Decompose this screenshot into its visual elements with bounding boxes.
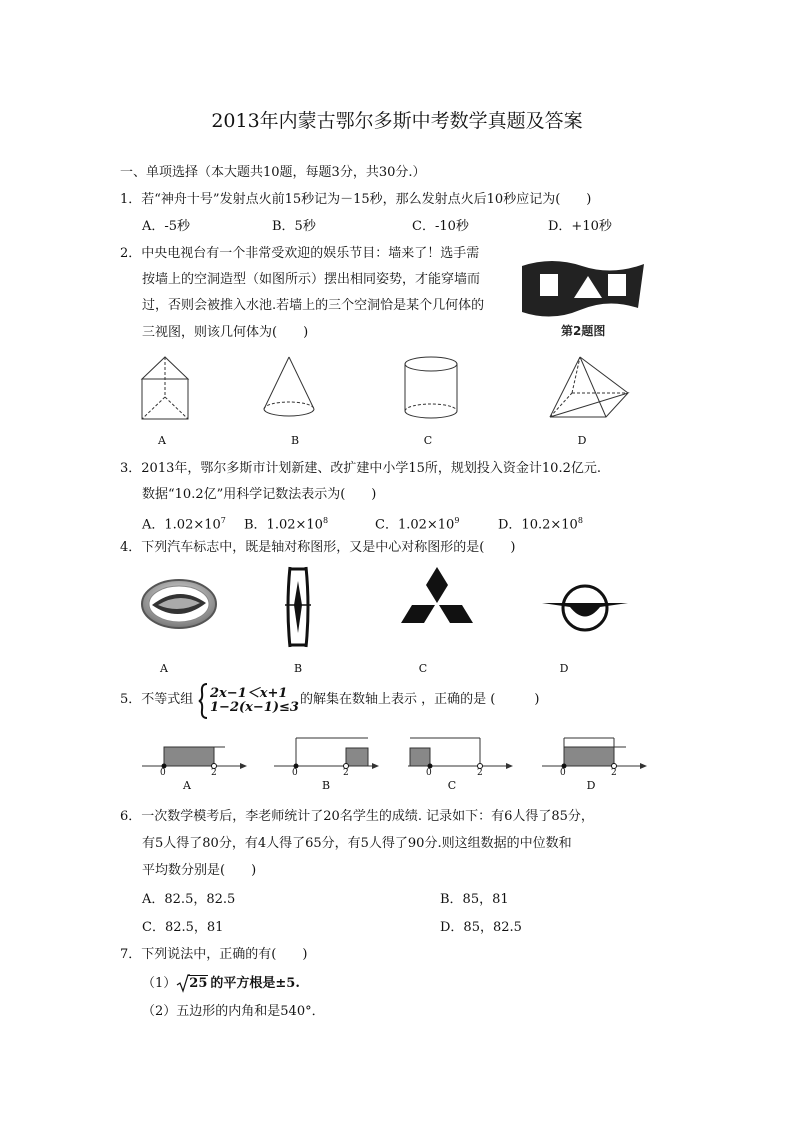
q1-option-b: B．5秒 xyxy=(272,219,316,234)
number-line-a-tick-0: 0 xyxy=(160,768,166,778)
sqrt-symbol-icon xyxy=(176,974,190,994)
q7-item-2: （2）五边形的内角和是540°． xyxy=(142,1004,325,1019)
number-line-d-tick-0: 0 xyxy=(560,768,566,778)
q4-label-a: A xyxy=(160,662,168,675)
square-pyramid-icon xyxy=(548,355,630,421)
question-6-line-1: 6．一次数学模考后，李老师统计了20名学生的成绩. 记录如下：有6人得了85分， xyxy=(120,809,594,824)
page-title: 2013年内蒙古鄂尔多斯中考数学真题及答案 xyxy=(211,110,583,132)
number-line-d-tick-2: 2 xyxy=(611,768,617,778)
cone-icon xyxy=(262,355,316,421)
q5-label-a: A xyxy=(183,779,191,792)
q3-option-a: A．$1.02\times 10^7$ xyxy=(142,516,226,533)
question-2-line-3: 过，否则会被推入水池.若墙上的三个空洞恰是某个几何体的 xyxy=(142,298,485,313)
question-2-line-1: 2．中央电视台有一个非常受欢迎的娱乐节目：墙来了！选手需 xyxy=(120,246,480,261)
brace-icon xyxy=(198,683,208,719)
q7-item-1: （1） 25 的平方根是±5. xyxy=(142,975,300,993)
q6-option-c: C．82.5，81 xyxy=(142,920,224,935)
question-2-line-2: 按墙上的空洞造型（如图所示）摆出相同姿势，才能穿墙而 xyxy=(142,272,481,287)
number-line-a-tick-2: 2 xyxy=(211,768,217,778)
question-7-stem: 7．下列说法中，正确的有( ) xyxy=(120,947,308,962)
q3-option-b: B．$1.02\times 10^8$ xyxy=(244,516,329,533)
q3-option-c: C．$1.02\times 10^9$ xyxy=(375,516,460,533)
question-3-line-2: 数据“10.2亿”用科学记数法表示为( ) xyxy=(142,487,377,502)
q4-label-d: D xyxy=(559,662,569,675)
wall-figure xyxy=(518,252,650,322)
lincoln-logo-icon xyxy=(283,565,313,649)
cylinder-icon xyxy=(403,355,459,421)
question-5-prefix: 5．不等式组 xyxy=(120,692,194,707)
question-2-line-4: 三视图，则该几何体为( ) xyxy=(142,325,309,340)
triangular-prism-icon xyxy=(140,355,190,421)
number-line-c-tick-2: 2 xyxy=(477,768,483,778)
q5-label-b: B xyxy=(321,779,331,792)
q2-label-c: C xyxy=(423,434,433,447)
question-5-suffix: 的解集在数轴上表示 ，正确的是 ( ) xyxy=(300,692,540,707)
q3-option-d: D．$10.2\times 10^8$ xyxy=(498,516,583,533)
number-line-b-tick-0: 0 xyxy=(292,768,298,778)
q1-option-c: C．-10秒 xyxy=(412,219,469,234)
q2-label-d: D xyxy=(577,434,587,447)
q4-label-b: B xyxy=(293,662,303,675)
inequality-2: 1−2(x−1)≤3 xyxy=(210,700,299,715)
q4-label-c: C xyxy=(418,662,428,675)
number-line-c-tick-0: 0 xyxy=(426,768,432,778)
figure-2-caption: 第2题图 xyxy=(561,324,606,338)
q5-label-d: D xyxy=(586,779,596,792)
question-3-line-1: 3．2013年，鄂尔多斯市计划新建、改扩建中小学15所，规划投入资金计10.2亿元. xyxy=(120,461,601,476)
q6-option-b: B．85，81 xyxy=(440,892,509,907)
question-1-stem: 1．若“神舟十号”发射点火前15秒记为－15秒，那么发射点火后10秒应记为( ) xyxy=(120,192,592,207)
q6-option-a: A．82.5，82.5 xyxy=(142,892,236,907)
number-line-b xyxy=(272,734,380,776)
q6-option-d: D．85，82.5 xyxy=(440,920,522,935)
number-line-d xyxy=(540,734,648,776)
q2-label-a: A xyxy=(158,434,166,447)
byd-logo-icon xyxy=(140,578,218,630)
question-6-line-3: 平均数分别是( ) xyxy=(142,863,257,878)
q1-option-a: A．-5秒 xyxy=(142,219,191,234)
section-heading: 一、单项选择（本大题共10题，每题3分，共30分.） xyxy=(120,165,426,180)
question-6-line-2: 有5人得了80分，有4人得了65分，有5人得了90分.则这组数据的中位数和 xyxy=(142,836,572,851)
inequality-1: 2x−1＜x+1 xyxy=(210,686,288,701)
haima-logo-icon xyxy=(540,582,632,634)
number-line-a xyxy=(140,734,248,776)
q2-label-b: B xyxy=(290,434,300,447)
q1-option-d: D．+10秒 xyxy=(548,219,612,234)
question-4-stem: 4．下列汽车标志中，既是轴对称图形，又是中心对称图形的是( ) xyxy=(120,540,516,555)
number-line-b-tick-2: 2 xyxy=(343,768,349,778)
number-line-c xyxy=(406,734,514,776)
mitsubishi-logo-icon xyxy=(396,567,478,635)
q5-label-c: C xyxy=(447,779,457,792)
